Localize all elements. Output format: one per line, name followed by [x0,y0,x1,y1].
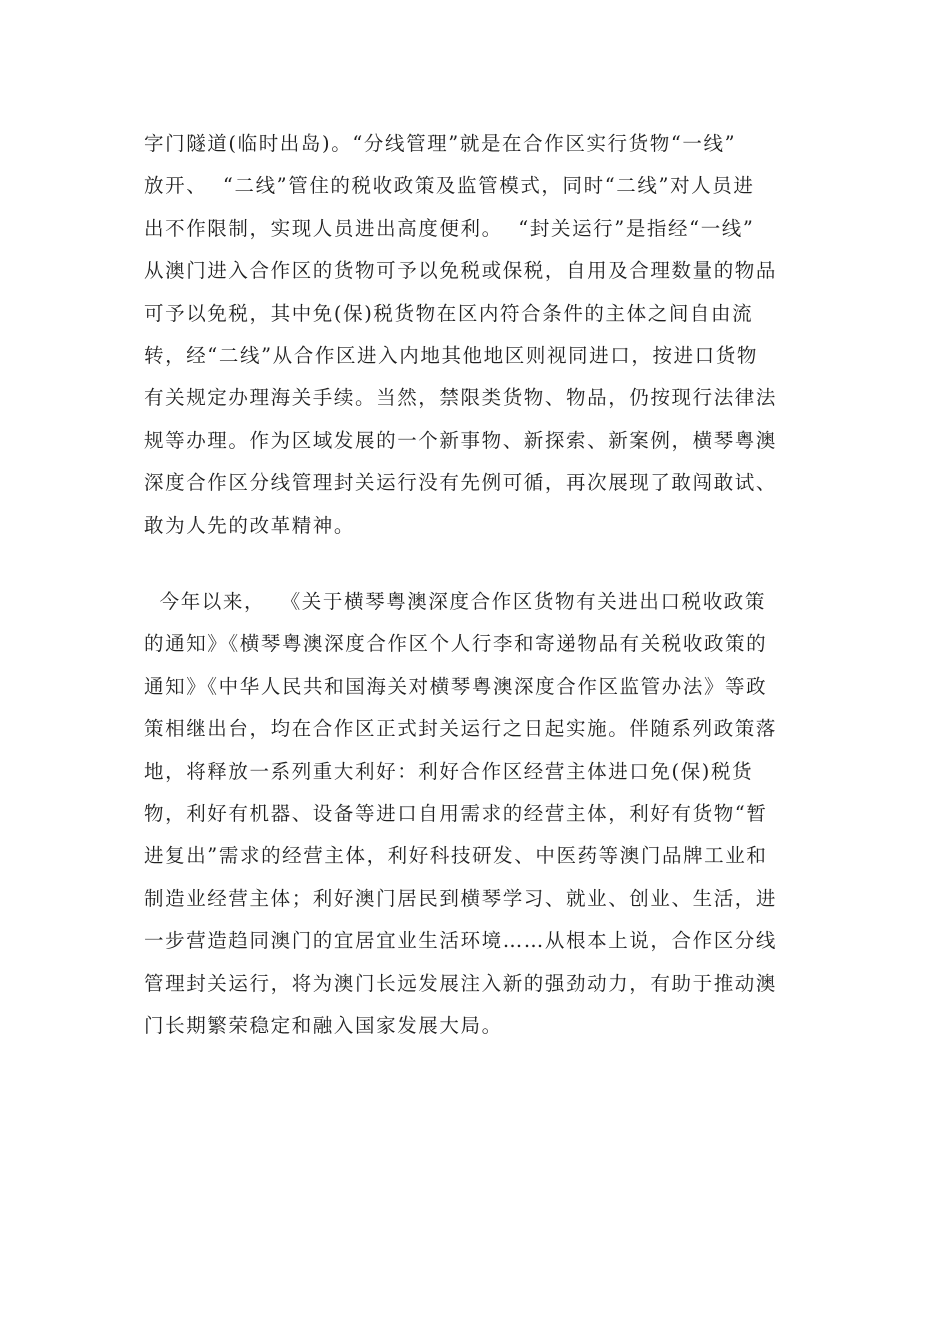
text-line: 深度合作区分线管理封关运行没有先例可循，再次展现了敢闯敢试、 [144,471,778,495]
text-line: 的通知》《横琴粤澳深度合作区个人行李和寄递物品有关税收政策的 [144,632,768,656]
text-line: 管理封关运行，将为澳门长远发展注入新的强劲动力，有助于推动澳 [144,971,778,995]
text-line: 字门隧道(临时出岛)。“分线管理”就是在合作区实行货物“一线” [144,132,737,155]
text-line: 敢为人先的改革精神。 [144,513,356,537]
text-line: 从澳门进入合作区的货物可予以免税或保税，自用及合理数量的物品 [144,259,778,283]
text-line: 进复出”需求的经营主体，利好科技研发、中医药等澳门品牌工业和 [144,844,768,868]
text-line: 规等办理。作为区域发展的一个新事物、新探索、新案例，横琴粤澳 [144,428,778,452]
paragraph-2 [144,581,814,1047]
text-line: 通知》《中华人民共和国海关对横琴粤澳深度合作区监管办法》等政 [144,674,768,698]
text-line: 放开、 “二线”管住的税收政策及监管模式，同时“二线”对人员进 [144,174,755,198]
paragraph-1 [144,123,814,547]
text-line: 物，利好有机器、设备等进口自用需求的经营主体，利好有货物“暂 [144,802,768,826]
text-line: 一步营造趋同澳门的宜居宜业生活环境……从根本上说，合作区分线 [144,929,778,953]
text-line: 今年以来， 《关于横琴粤澳深度合作区货物有关进出口税收政策 [144,590,766,613]
text-line: 转，经“二线”从合作区进入内地其他地区则视同进口，按进口货物 [144,344,758,368]
text-line: 门长期繁荣稳定和融入国家发展大局。 [144,1014,503,1038]
text-line: 可予以免税，其中免(保)税货物在区内符合条件的主体之间自由流 [144,301,754,325]
text-line: 出不作限制，实现人员进出高度便利。 “封关运行”是指经“一线” [144,216,755,240]
text-line: 策相继出台，均在合作区正式封关运行之日起实施。伴随系列政策落 [144,717,778,741]
text-line: 制造业经营主体；利好澳门居民到横琴学习、就业、创业、生活，进 [144,886,778,910]
text-line: 地，将释放一系列重大利好：利好合作区经营主体进口免(保)税货 [144,759,754,783]
text-line: 有关规定办理海关手续。当然，禁限类货物、物品，仍按现行法律法 [144,386,778,410]
